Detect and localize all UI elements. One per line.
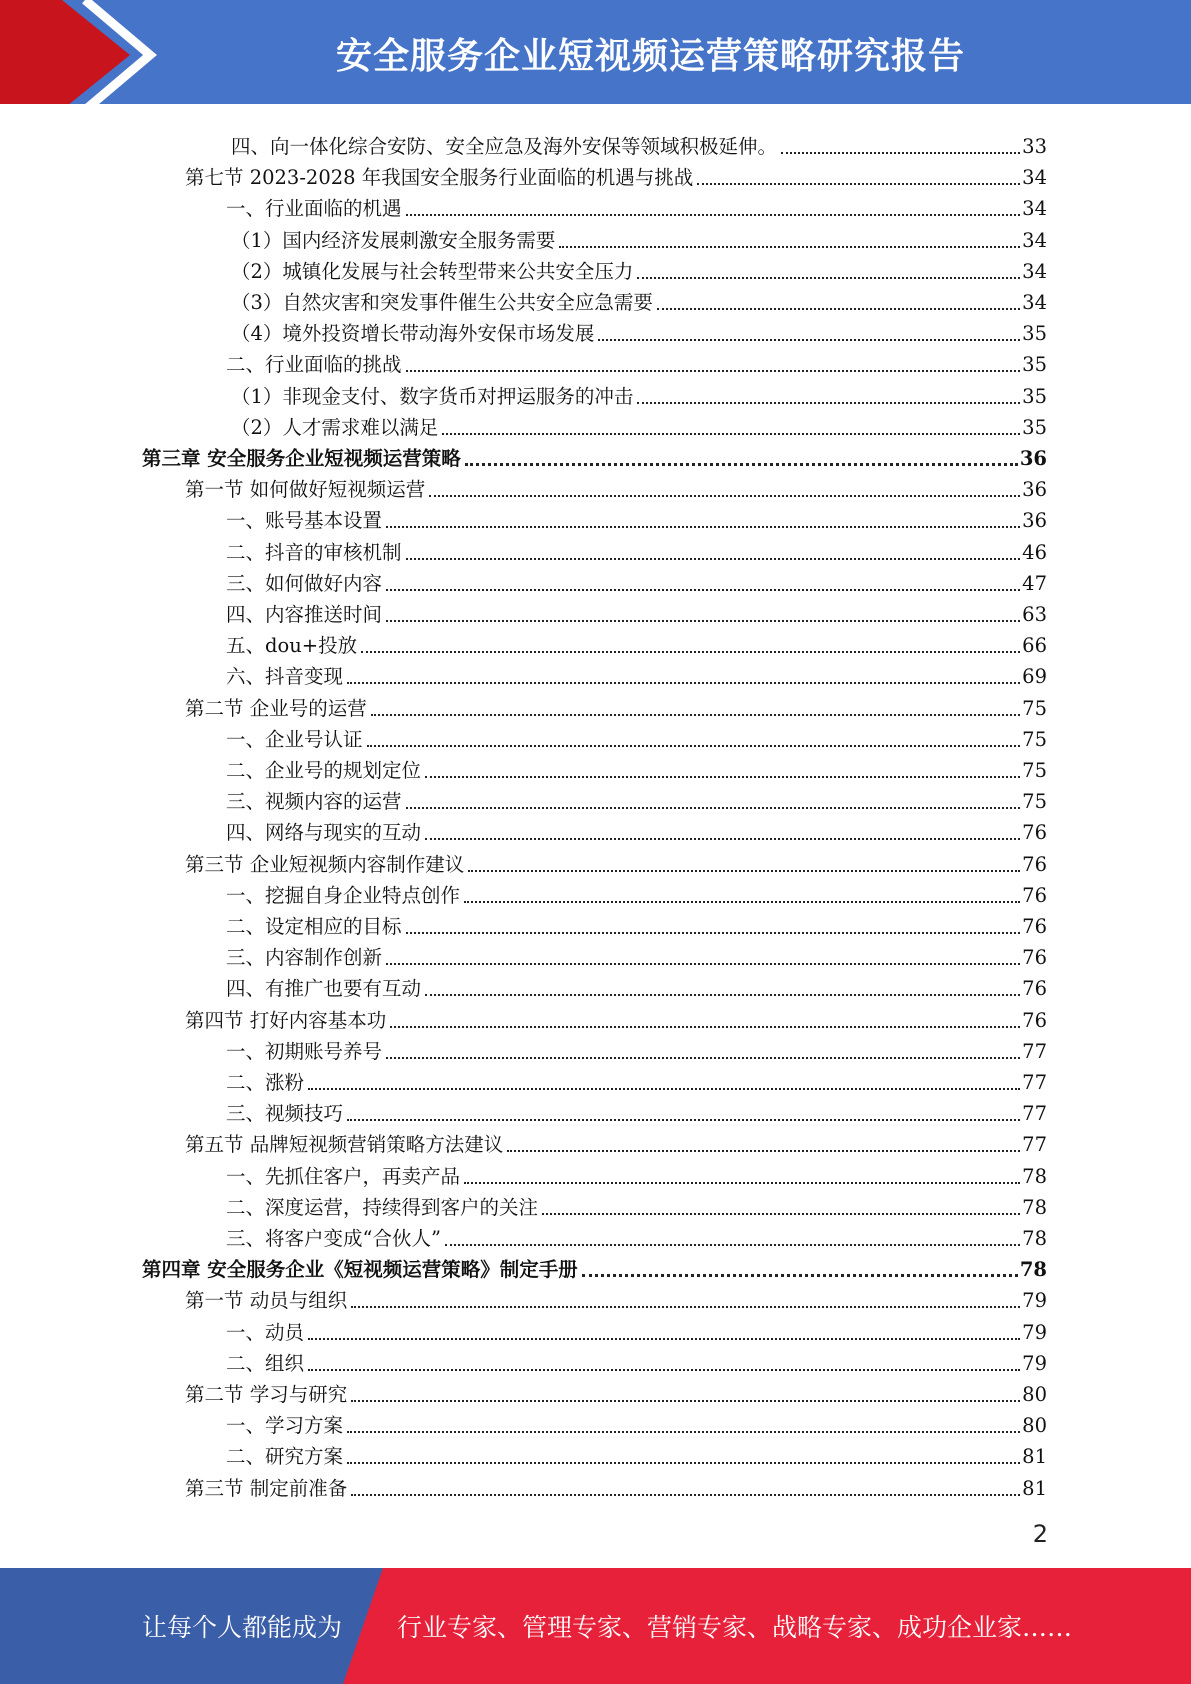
toc-dot-leader: [361, 650, 1020, 653]
toc-entry-label: （4）境外投资增长带动海外安保市场发展: [231, 322, 595, 346]
page-number: 2: [1032, 1520, 1048, 1548]
toc-entry-label: 二、抖音的审核机制: [226, 540, 402, 564]
toc-dot-leader: [406, 557, 1021, 560]
toc-subsection-entry[interactable]: [226, 939, 1047, 970]
toc-entry-page: 76: [1022, 946, 1047, 970]
toc-subsection-entry[interactable]: [231, 253, 1047, 284]
toc-entry-page: 77: [1022, 1102, 1047, 1126]
toc-dot-leader: [781, 151, 1020, 154]
toc-dot-leader: [351, 1305, 1020, 1308]
toc-entry-label: 第五节 品牌短视频营销策略方法建议: [185, 1133, 504, 1157]
toc-entry-label: 一、账号基本设置: [226, 509, 383, 533]
toc-entry-page: 36: [1019, 447, 1047, 470]
toc-entry-label: （1）非现金支付、数字货币对押运服务的冲击: [231, 384, 634, 408]
toc-entry-label: 第三节 制定前准备: [185, 1476, 348, 1500]
toc-entry-page: 33: [1022, 135, 1047, 158]
toc-subsection-entry[interactable]: [226, 1438, 1047, 1469]
toc-entry-page: 78: [1022, 1164, 1047, 1188]
toc-section-entry[interactable]: [185, 1470, 1047, 1501]
toc-entry-label: 四、向一体化综合安防、安全应急及海外安保等领域积极延伸。: [231, 135, 778, 158]
toc-section-entry[interactable]: [185, 1282, 1047, 1313]
toc-entry-label: 第三章 安全服务企业短视频运营策略: [142, 447, 461, 470]
toc-section-entry[interactable]: [185, 1126, 1047, 1157]
toc-dot-leader: [464, 1181, 1020, 1184]
toc-subsection-entry[interactable]: [226, 1064, 1047, 1095]
toc-subsection-entry[interactable]: [226, 627, 1047, 658]
toc-dot-leader: [390, 1025, 1020, 1028]
toc-entry-page: 75: [1022, 759, 1047, 782]
toc-entry-label: 第四节 打好内容基本功: [185, 1008, 387, 1032]
footer-slogan-right: 行业专家、管理专家、营销专家、战略专家、成功企业家……: [397, 1613, 1073, 1642]
toc-entry-page: 81: [1022, 1476, 1047, 1500]
toc-section-entry[interactable]: [185, 690, 1047, 721]
footer-slogan-left: 让每个人都能成为: [142, 1613, 343, 1642]
toc-entry-label: 二、研究方案: [226, 1445, 344, 1469]
toc-entry-page: 77: [1022, 1133, 1047, 1157]
toc-entry-label: （1）国内经济发展刺激安全服务需要: [231, 228, 556, 252]
toc-dot-leader: [406, 806, 1021, 809]
toc-subsection-entry[interactable]: [226, 502, 1047, 533]
toc-dot-leader: [308, 1368, 1020, 1371]
toc-entry-page: 76: [1022, 852, 1047, 876]
toc-entry-label: 一、先抓住客户，再卖产品: [226, 1164, 461, 1188]
toc-entry-label: 四、网络与现实的互动: [226, 821, 422, 845]
toc-dot-leader: [347, 1461, 1020, 1464]
toc-dot-leader: [425, 775, 1020, 778]
toc-entry-page: 63: [1022, 603, 1047, 626]
toc-entry-page: 66: [1022, 634, 1047, 658]
toc-dot-leader: [637, 401, 1020, 404]
toc-entry-page: 35: [1022, 384, 1047, 408]
toc-subsection-entry[interactable]: [226, 1095, 1047, 1126]
toc-subsection-entry[interactable]: [226, 1220, 1047, 1251]
toc-entry-label: 二、企业号的规划定位: [226, 759, 422, 782]
toc-dot-leader: [425, 837, 1020, 840]
toc-subsection-entry[interactable]: [231, 128, 1047, 159]
toc-subsection-entry[interactable]: [231, 222, 1047, 253]
toc-subsection-entry[interactable]: [226, 814, 1047, 845]
toc-entry-label: 三、内容制作创新: [226, 946, 383, 970]
toc-entry-label: （2）人才需求难以满足: [231, 415, 439, 439]
toc-entry-page: 35: [1022, 353, 1047, 377]
toc-dot-leader: [406, 931, 1021, 934]
toc-dot-leader: [406, 213, 1021, 216]
toc-chapter-entry[interactable]: [142, 1251, 1047, 1282]
toc-entry-page: 46: [1022, 540, 1047, 564]
toc-subsection-entry[interactable]: [231, 315, 1047, 346]
toc-dot-leader: [386, 962, 1020, 965]
toc-entry-page: 36: [1022, 478, 1047, 502]
toc-entry-label: 一、企业号认证: [226, 727, 363, 751]
toc-subsection-entry[interactable]: [226, 1189, 1047, 1220]
toc-entry-label: 二、行业面临的挑战: [226, 353, 402, 377]
toc-dot-leader: [347, 681, 1020, 684]
toc-subsection-entry[interactable]: [226, 658, 1047, 689]
toc-dot-leader: [406, 369, 1021, 372]
toc-entry-label: 第四章 安全服务企业《短视频运营策略》制定手册: [142, 1258, 578, 1282]
toc-dot-leader: [697, 182, 1020, 185]
toc-entry-label: 四、内容推送时间: [226, 603, 383, 626]
toc-entry-label: 第二节 企业号的运营: [185, 696, 367, 720]
page-footer: [0, 1568, 1191, 1684]
toc-entry-page: 47: [1022, 571, 1047, 595]
toc-subsection-entry[interactable]: [226, 534, 1047, 565]
toc-subsection-entry[interactable]: [231, 284, 1047, 315]
toc-subsection-entry[interactable]: [226, 565, 1047, 596]
toc-entry-page: 77: [1022, 1039, 1047, 1063]
toc-entry-label: 三、如何做好内容: [226, 571, 383, 595]
toc-entry-label: 二、涨粉: [226, 1071, 305, 1094]
toc-dot-leader: [465, 462, 1018, 466]
toc-entry-page: 81: [1022, 1445, 1047, 1469]
toc-dot-leader: [425, 993, 1020, 996]
toc-dot-leader: [598, 338, 1020, 341]
toc-dot-leader: [442, 432, 1020, 435]
toc-section-entry[interactable]: [185, 1002, 1047, 1033]
toc-entry-label: 第二节 学习与研究: [185, 1383, 348, 1406]
toc-entry-page: 76: [1022, 821, 1047, 845]
toc-entry-label: 三、将客户变成“合伙人”: [226, 1227, 441, 1250]
toc-entry-page: 35: [1022, 322, 1047, 346]
toc-section-entry[interactable]: [185, 471, 1047, 502]
toc-subsection-entry[interactable]: [226, 1158, 1047, 1189]
toc-entry-page: 78: [1022, 1195, 1047, 1219]
toc-dot-leader: [347, 1118, 1020, 1121]
toc-entry-page: 34: [1022, 228, 1047, 252]
toc-entry-label: 五、dou+投放: [226, 634, 358, 658]
toc-entry-page: 76: [1022, 883, 1047, 907]
toc-entry-page: 36: [1022, 509, 1047, 533]
toc-section-entry[interactable]: [185, 159, 1047, 190]
toc-entry-label: 三、视频内容的运营: [226, 790, 402, 814]
toc-entry-page: 75: [1022, 696, 1047, 720]
toc-subsection-entry[interactable]: [231, 409, 1047, 440]
toc-entry-page: 79: [1022, 1320, 1047, 1344]
toc-subsection-entry[interactable]: [226, 1345, 1047, 1376]
toc-entry-page: 75: [1022, 727, 1047, 751]
toc-entry-label: 二、深度运营，持续得到客户的关注: [226, 1195, 539, 1219]
toc-entry-page: 79: [1022, 1289, 1047, 1313]
toc-entry-page: 34: [1022, 291, 1047, 314]
toc-dot-leader: [371, 713, 1020, 716]
toc-entry-page: 78: [1022, 1227, 1047, 1250]
toc-subsection-entry[interactable]: [226, 1314, 1047, 1345]
toc-subsection-entry[interactable]: [226, 783, 1047, 814]
toc-entry-label: 第七节 2023-2028 年我国安全服务行业面临的机遇与挑战: [185, 166, 694, 190]
toc-entry-page: 76: [1022, 1008, 1047, 1032]
toc-subsection-entry[interactable]: [226, 1033, 1047, 1064]
toc-dot-leader: [559, 245, 1020, 248]
toc-section-entry[interactable]: [185, 846, 1047, 877]
page-header: [0, 0, 1191, 110]
toc-entry-page: 75: [1022, 790, 1047, 814]
toc-entry-label: 一、学习方案: [226, 1414, 344, 1438]
toc-subsection-entry[interactable]: [226, 346, 1047, 377]
toc-entry-page: 34: [1022, 259, 1047, 283]
toc-dot-leader: [308, 1087, 1020, 1090]
toc-entry-label: 一、初期账号养号: [226, 1039, 383, 1063]
toc-entry-label: 一、行业面临的机遇: [226, 197, 402, 221]
toc-entry-page: 80: [1022, 1383, 1047, 1406]
toc-entry-page: 34: [1022, 197, 1047, 221]
toc-dot-leader: [468, 869, 1020, 872]
toc-dot-leader: [386, 588, 1020, 591]
toc-dot-leader: [351, 1493, 1020, 1496]
toc-subsection-entry[interactable]: [226, 877, 1047, 908]
toc-entry-page: 69: [1022, 665, 1047, 689]
report-title: 安全服务企业短视频运营策略研究报告: [335, 35, 965, 77]
toc-dot-leader: [386, 1056, 1020, 1059]
toc-dot-leader: [464, 900, 1020, 903]
toc-entry-label: 第三节 企业短视频内容制作建议: [185, 852, 465, 876]
toc-dot-leader: [386, 619, 1020, 622]
toc-entry-page: 80: [1022, 1414, 1047, 1438]
toc-subsection-entry[interactable]: [226, 596, 1047, 627]
toc-entry-label: 二、组织: [226, 1351, 305, 1375]
toc-subsection-entry[interactable]: [226, 721, 1047, 752]
toc-dot-leader: [637, 276, 1020, 279]
toc-entry-page: 77: [1022, 1071, 1047, 1094]
toc-entry-label: 三、视频技巧: [226, 1102, 344, 1126]
toc-dot-leader: [308, 1337, 1020, 1340]
toc-dot-leader: [582, 1273, 1018, 1277]
toc-chapter-entry[interactable]: [142, 440, 1047, 471]
toc-entry-page: 78: [1019, 1258, 1047, 1282]
toc-subsection-entry[interactable]: [226, 970, 1047, 1001]
toc-entry-label: 一、动员: [226, 1320, 305, 1344]
toc-entry-page: 79: [1022, 1351, 1047, 1375]
toc-dot-leader: [429, 494, 1020, 497]
toc-entry-label: 一、挖掘自身企业特点创作: [226, 883, 461, 907]
toc-entry-page: 35: [1022, 415, 1047, 439]
toc-section-entry[interactable]: [185, 1376, 1047, 1407]
toc-dot-leader: [445, 1243, 1020, 1246]
toc-entry-label: （2）城镇化发展与社会转型带来公共安全压力: [231, 259, 634, 283]
toc-entry-label: 第一节 动员与组织: [185, 1289, 348, 1313]
toc-subsection-entry[interactable]: [226, 190, 1047, 221]
toc-dot-leader: [507, 1149, 1020, 1152]
toc-dot-leader: [351, 1399, 1020, 1402]
toc-entry-label: 第一节 如何做好短视频运营: [185, 478, 426, 502]
toc-entry-page: 76: [1022, 915, 1047, 938]
toc-entry-label: 四、有推广也要有互动: [226, 977, 422, 1001]
toc-entry-label: 二、设定相应的目标: [226, 915, 402, 938]
toc-entry-page: 76: [1022, 977, 1047, 1001]
toc-dot-leader: [542, 1212, 1020, 1215]
toc-entry-label: （3）自然灾害和突发事件催生公共安全应急需要: [231, 291, 653, 314]
toc-entry-page: 34: [1022, 166, 1047, 190]
toc-subsection-entry[interactable]: [226, 1407, 1047, 1438]
toc-dot-leader: [347, 1430, 1020, 1433]
toc-entry-label: 六、抖音变现: [226, 665, 344, 689]
toc-dot-leader: [367, 744, 1021, 747]
toc-subsection-entry[interactable]: [226, 908, 1047, 939]
toc-dot-leader: [657, 307, 1020, 310]
toc-dot-leader: [386, 525, 1020, 528]
toc-subsection-entry[interactable]: [226, 752, 1047, 783]
toc-subsection-entry[interactable]: [231, 378, 1047, 409]
